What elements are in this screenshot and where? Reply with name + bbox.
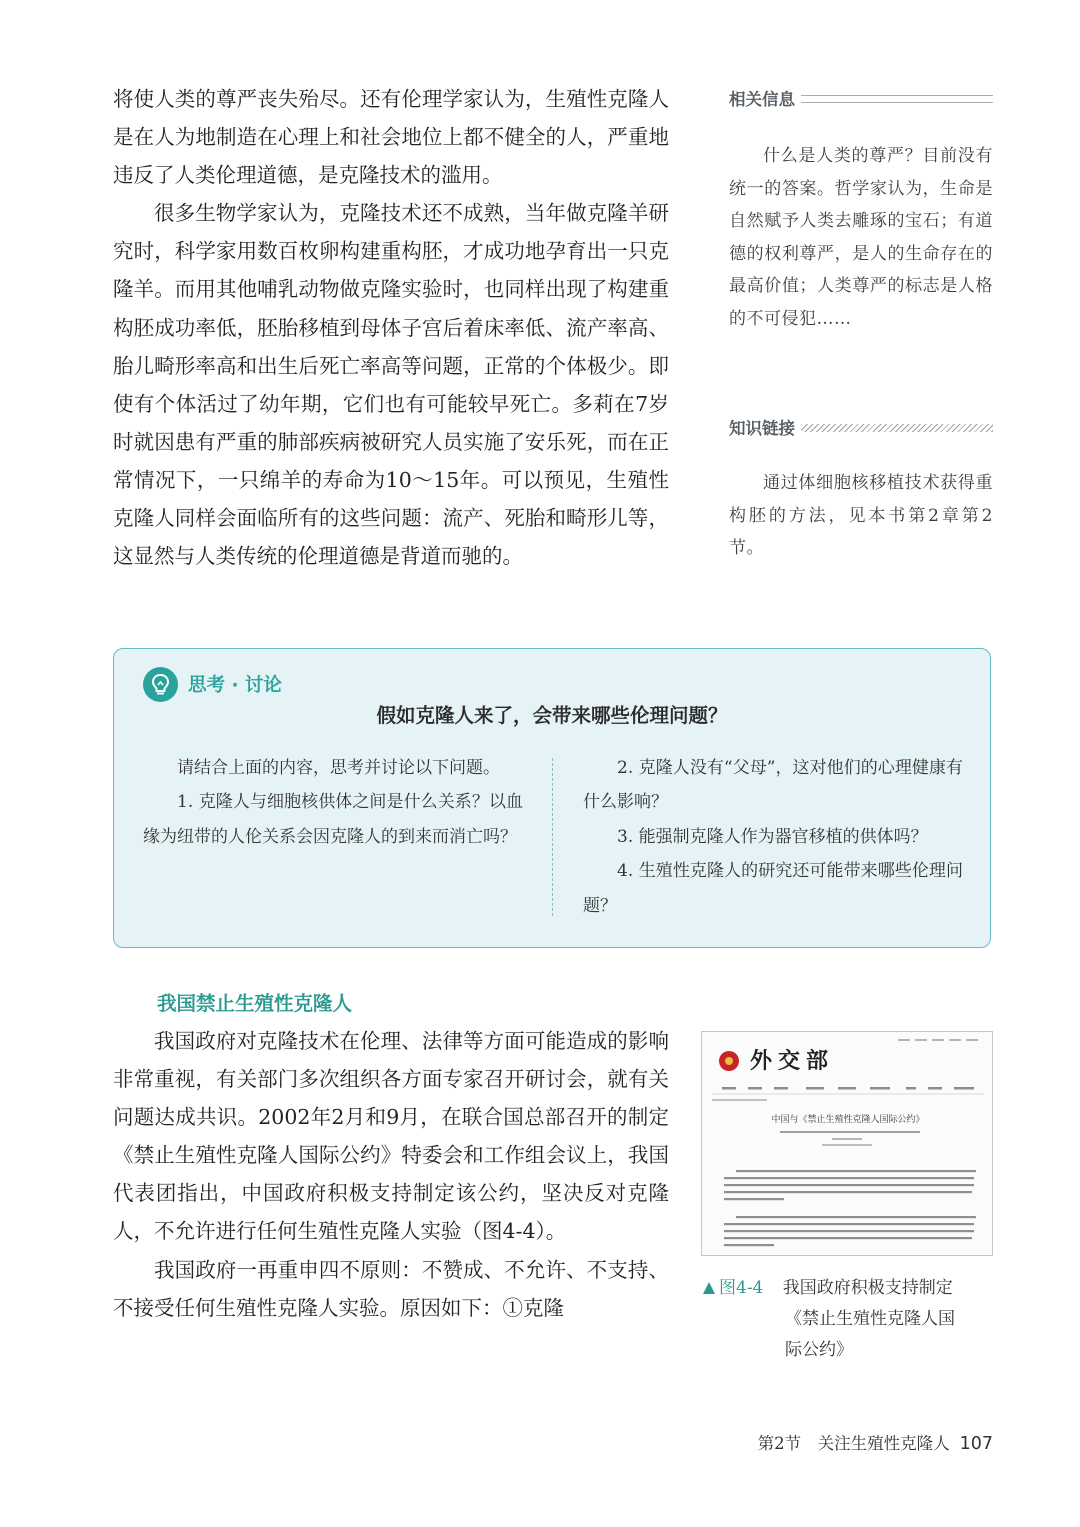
related-info-title: 相关信息 [729,90,795,109]
paragraph: 我国政府对克隆技术在伦理、法律等方面可能造成的影响非常重视，有关部门多次组织各方面专家召开研讨会，就有关问题达成共识。2002年2月和9月，在联合国总部召开的制定《禁止生殖性克隆人国际公约》特委会和工作组会议上，我国代表团指出，中国政府积极支持制定该公约，坚决反对克隆人，不允许进行任何生殖性克隆人实验（图4-4）。 [113,1029,669,1244]
discussion-item: 1. 克隆人与细胞核供体之间是什么关系？以血缘为纽带的人伦关系会因克隆人的到来而消亡吗？ [143,792,523,847]
section-heading: 我国禁止生殖性克隆人 [157,992,353,1015]
related-info-text: 什么是人类的尊严？目前没有统一的答案。哲学家认为，生命是自然赋予人类去雕琢的宝石；有道德的权利尊严，是人的生命存在的最高价值；人类尊严的标志是人格的不可侵犯…… [729,146,993,329]
discussion-right-column [583,751,963,923]
column-divider [552,758,553,916]
paragraph: 我国政府一再重申四不原则：不赞成、不允许、不支持、不接受任何生殖性克隆人实验。原因如下：①克隆 [113,1257,669,1320]
webpage-screenshot-image [702,1032,993,1256]
discussion-label: 思考 · 讨论 [188,675,282,696]
discussion-item: 3. 能强制克隆人作为器官移植的供体吗？ [617,826,928,847]
webpage-logo-text: 外交部 [750,1048,835,1074]
title-rule [801,95,993,103]
webpage-document-title: 中国与《禁止生殖性克隆人国际公约》 [771,1115,925,1125]
knowledge-link-text: 通过体细胞核移植技术获得重构胚的方法，见本书第2章第2节。 [729,473,993,559]
main-text-bottom [113,1022,669,1327]
discussion-item: 请结合上面的内容，思考并讨论以下问题。 [177,758,500,778]
caption-line: 际公约》 [785,1340,853,1360]
knowledge-link-panel [729,415,993,565]
knowledge-link-title: 知识链接 [729,419,795,438]
paragraph: 很多生物学家认为，克隆技术还不成熟，当年做克隆羊研究时，科学家用数百枚卵构建重构胚，才成功地孕育出一只克隆羊。而用其他哺乳动物做克隆实验时，也同样出现了构建重构胚成功率低，胚胎移植到母体子宫后着床率低、流产率高、胎儿畸形率高和出生后死亡率高等问题，正常的个体极少。即使有个体活过了幼年期，它们也有可能较早死亡。多莉在7岁时就因患有严重的肺部疾病被研究人员实施了安乐死，而在正常情况下，一只绵羊的寿命为10～15年。可以预见，生殖性克隆人同样会面临所有的这些问题：流产、死胎和畸形儿等，这显然与人类传统的伦理道德是背道而驰的。 [113,201,669,569]
caption-line: 我国政府积极支持制定 [782,1278,953,1298]
figure-label: 图4-4 [719,1278,764,1298]
main-text-top [113,80,669,575]
title-rule [801,424,993,432]
discussion-question: 假如克隆人来了，会带来哪些伦理问题？ [376,704,728,727]
discussion-left-column [143,751,523,854]
lightbulb-icon [143,667,178,702]
caption-line: 《禁止生殖性克隆人国 [785,1309,955,1329]
page-footer [758,1430,993,1454]
related-info-panel [729,86,993,336]
page-number: 107 [959,1434,993,1454]
paragraph: 将使人类的尊严丧失殆尽。还有伦理学家认为，生殖性克隆人是在人为地制造在心理上和社会地位上都不健全的人，严重地违反了人类伦理道德，是克隆技术的滥用。 [113,87,669,188]
figure-4-4-screenshot [701,1031,993,1256]
discussion-item: 4. 生殖性克隆人的研究还可能带来哪些伦理问题？ [583,861,963,916]
footer-section: 第2节 关注生殖性克隆人 [757,1434,950,1453]
triangle-marker-icon [703,1282,715,1294]
figure-caption [703,1273,995,1366]
discussion-item: 2. 克隆人没有“父母”，这对他们的心理健康有什么影响？ [583,758,963,813]
